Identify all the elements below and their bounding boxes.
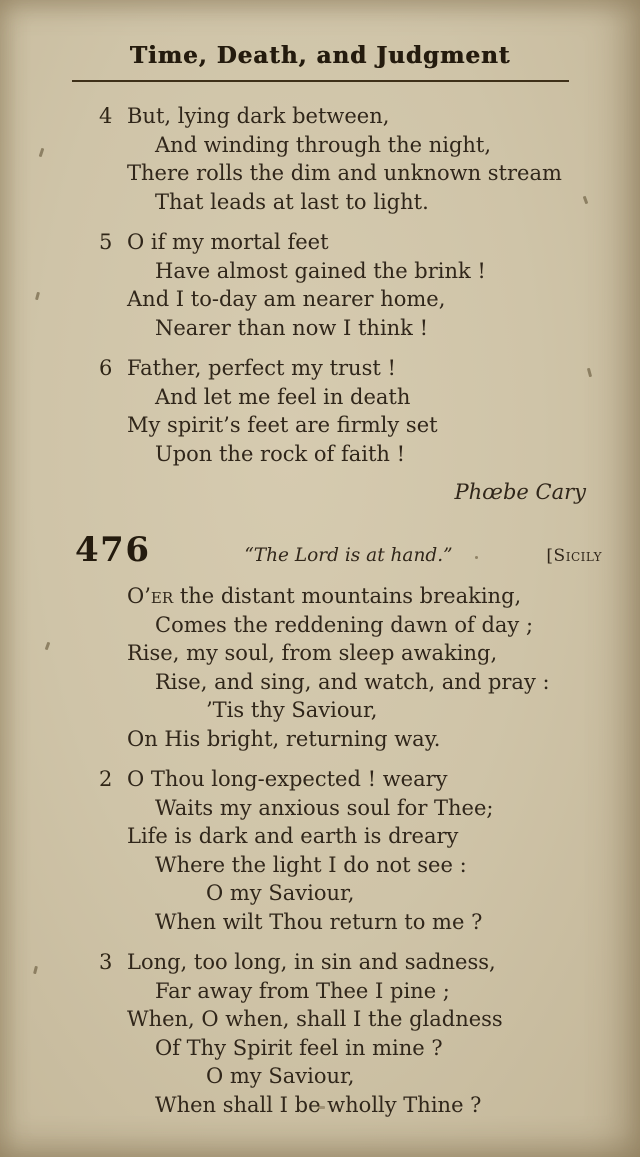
hymn-number: 476 [75, 530, 151, 570]
page-header [0, 0, 640, 82]
running-head: Time, Death, and Judgment [129, 42, 511, 69]
verse-line: Far away from Thee I pine ; [155, 978, 450, 1003]
scan-mark [475, 556, 478, 559]
verse-line: Father, perfect my trust ! [127, 356, 396, 380]
verse-line: That leads at last to light. [155, 189, 429, 214]
scan-mark [45, 642, 51, 651]
verse-line: O my Saviour, [206, 881, 355, 905]
scan-mark [35, 292, 40, 301]
stanza [99, 354, 595, 468]
stanza [99, 765, 595, 936]
lead-word: O’er [127, 584, 174, 608]
verse-line: Have almost gained the brink ! [155, 258, 486, 283]
author-attribution: Phœbe Cary [454, 480, 586, 504]
verse-line: When, O when, shall I the gladness [127, 1007, 503, 1031]
verse-line: And I to-day am nearer home, [127, 287, 446, 311]
verse-line: Where the light I do not see : [155, 852, 467, 877]
verse-line: But, lying dark between, [127, 104, 390, 128]
hymn-continuation-text [75, 102, 595, 468]
verse-line: Life is dark and earth is dreary [127, 824, 459, 848]
stanza-number: 6 [99, 356, 113, 380]
scan-mark [39, 148, 45, 157]
verse-line: Nearer than now I think ! [155, 315, 429, 340]
stanza [127, 582, 595, 753]
stanza-number: 5 [99, 230, 113, 254]
verse-line: O’er the distant mountains breaking, [127, 584, 522, 608]
stanza-number: 4 [99, 104, 113, 128]
verse-line: Comes the reddening dawn of day ; [155, 612, 534, 637]
verse-line: Rise, and sing, and watch, and pray : [155, 669, 550, 694]
verse-line: When shall I be wholly Thine ? [155, 1092, 482, 1117]
header-rule [72, 80, 569, 82]
stanza [99, 102, 595, 216]
verse-line: My spirit’s feet are firmly set [127, 413, 438, 437]
tune-name: [Sicily [546, 546, 602, 566]
verse-line: O Thou long-expected ! weary [127, 767, 448, 791]
verse-line: And let me feel in death [155, 384, 411, 409]
verse-line: O if my mortal feet [127, 230, 329, 254]
verse-line: ’Tis thy Saviour, [206, 698, 378, 722]
verse-line: When wilt Thou return to me ? [155, 909, 483, 934]
verse-line: O my Saviour, [206, 1064, 355, 1088]
hymn-text [75, 582, 595, 1119]
scan-mark [318, 1106, 325, 1109]
scan-mark [33, 966, 38, 974]
stanza [99, 228, 595, 342]
verse-line: Of Thy Spirit feel in mine ? [155, 1035, 443, 1060]
verse-line: And winding through the night, [155, 132, 492, 157]
verse-line: Long, too long, in sin and sadness, [127, 950, 496, 974]
hymn-title: “The Lord is at hand.” [244, 545, 453, 566]
verse-line: Rise, my soul, from sleep awaking, [127, 641, 498, 665]
hymn-heading [75, 530, 602, 570]
verse-line: Upon the rock of faith ! [155, 441, 406, 466]
verse-line: There rolls the dim and unknown stream [127, 161, 562, 185]
stanza-number: 2 [99, 767, 113, 791]
stanza-number: 3 [99, 950, 113, 974]
verse-line: Waits my anxious soul for Thee; [155, 795, 494, 820]
stanza [99, 948, 595, 1119]
verse-line: On His bright, returning way. [127, 726, 441, 751]
